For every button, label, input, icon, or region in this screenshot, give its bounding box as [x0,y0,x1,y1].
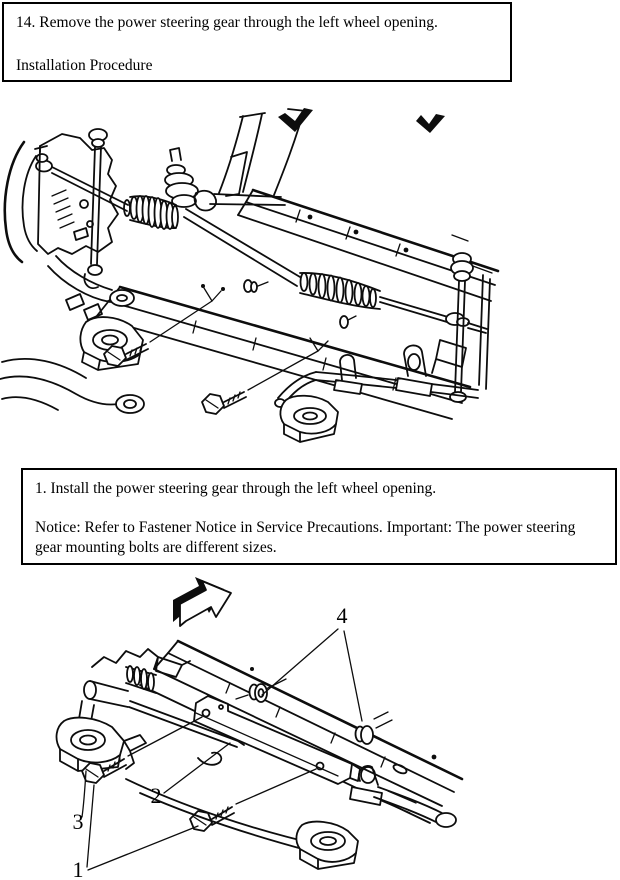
installation-procedure-heading: Installation Procedure [16,57,153,74]
callout-3-label: 3 [72,809,84,834]
callout-1-label: 1 [72,857,84,880]
install-step-box [21,468,617,565]
removal-step-text: 14. Remove the power steering gear through the left wheel opening. [16,14,438,31]
flange-nut-right [356,720,393,744]
rack-tube [184,209,300,286]
brake-rotor-arcs [5,142,37,262]
removal-step-box [2,2,512,82]
frame-rail [140,641,462,823]
direction-arrow-icon [173,577,231,626]
callout-4-label: 4 [336,603,348,628]
steering-coupler [165,148,216,210]
bellows-boot-left [124,196,178,229]
inner-tie-rod-right [380,297,487,333]
mounting-lug-right [296,822,358,869]
stabilizer-link-left [84,129,107,288]
mounting-lug-left [57,718,146,771]
control-arm-bracket [126,766,456,851]
mounting-lug-center [280,396,338,442]
mounting-bolt-b [190,769,316,831]
steering-gear-mounting-diagram [30,573,480,880]
install-notice-text: Notice: Refer to Fastener Notice in Service Precautions. Important: The power steering gear mounting bolts are different sizes. [35,519,576,556]
steering-gear-removal-diagram [0,104,510,460]
install-step-text: 1. Install the power steering gear through the left wheel opening. [35,480,437,497]
callout-2-label: 2 [150,783,162,808]
bellows-boot-center [300,273,380,309]
